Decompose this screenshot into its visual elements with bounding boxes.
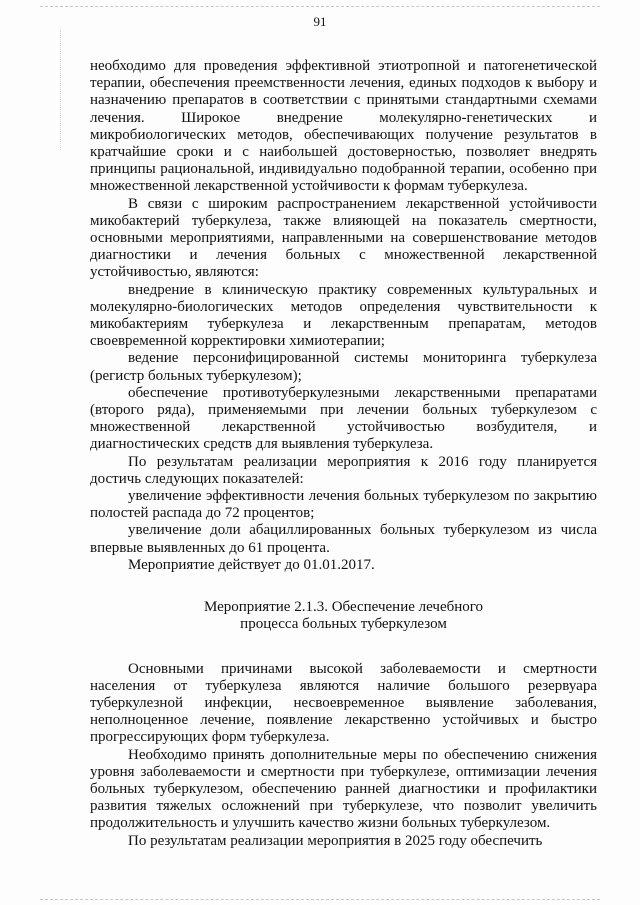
paragraph-additional-measures: Необходимо принять дополнительные меры по обеспечению снижения уровня заболеваемости и смертности при туберкулезе, оптимизации лечения больных туберкулезом, обеспечению ранней диагностики и профилактики развития тяжелых осложнений при туберкулезе, что позволит увеличить продолжительность и улучшить качество жизни больных туберкулезом.	[90, 746, 597, 832]
section-heading-line-2: процесса больных туберкулезом	[240, 616, 447, 633]
list-item-drug-supply: обеспечение противотуберкулезными лекарственными препаратами (второго ряда), применяемыми при лечении больных туберкулезом с множественной лекарственной устойчивостью возбудителя, и диагностических средств для выявления туберкулеза.	[90, 384, 597, 453]
page-number: 91	[313, 14, 327, 29]
list-item-culture-methods: внедрение в клиническую практику современных культуральных и молекулярно-биологических методов определения чувствительности к микобактериям туберкулеза и лекарственным препаратам, методов своевременной корректировки химиотерапии;	[90, 281, 597, 350]
indicator-cavity-closure: увеличение эффективности лечения больных туберкулезом по закрытию полостей распада до 72 процентов;	[90, 488, 597, 522]
paragraph-main-causes: Основными причинами высокой заболеваемости и смертности населения от туберкулеза являются наличие большого резервуара туберкулезной инфекции, несвоевременное выявление заболевания, неполноценное лечение, появление лекарственно устойчивых и быстро прогрессирующих форм туберкулеза.	[90, 660, 597, 746]
scan-dotted-border-left	[60, 30, 61, 150]
paragraph-results-2025: По результатам реализации мероприятия в 2025 году обеспечить	[128, 832, 543, 849]
body-text	[90, 58, 597, 850]
paragraph-validity: Мероприятие действует до 01.01.2017.	[128, 556, 375, 573]
paragraph-2: В связи с широким распространением лекарственной устойчивости микобактерий туберкулеза, также влияющей на показатель смертности, основными мероприятиями, направленными на совершенствование методов диагностики и лечения больных с множественной лекарственной устойчивостью, являются:	[90, 195, 597, 281]
list-item-monitoring-registry: ведение персонифицированной системы мониторинга туберкулеза (регистр больных туберкулезом);	[90, 350, 597, 384]
indicator-abacillation: увеличение доли абациллированных больных туберкулезом из числа впервые выявленных до 61 процента.	[90, 522, 597, 556]
paragraph-results-2016: По результатам реализации мероприятия к 2016 году планируется достичь следующих показателей:	[90, 453, 597, 487]
scan-dotted-border-bottom	[40, 899, 600, 900]
section-heading-line-1: Мероприятие 2.1.3. Обеспечение лечебного	[203, 599, 484, 616]
paragraph-1: необходимо для проведения эффективной этиотропной и патогенетической терапии, обеспечения преемственности лечения, единых подходов к выбору и назначению препаратов в соответствии с принятыми стандартными схемами лечения. Широкое внедрение молекулярно-генетических и микробиологических методов, обеспечивающих получение результатов в кратчайшие сроки и с наибольшей достоверностью, позволяет внедрять принципы рациональной, индивидуально подобранной терапии, особенно при множественной лекарственной устойчивости к формам туберкулеза.	[90, 58, 597, 195]
section-heading	[90, 599, 597, 633]
scan-dotted-border-top	[40, 6, 600, 7]
